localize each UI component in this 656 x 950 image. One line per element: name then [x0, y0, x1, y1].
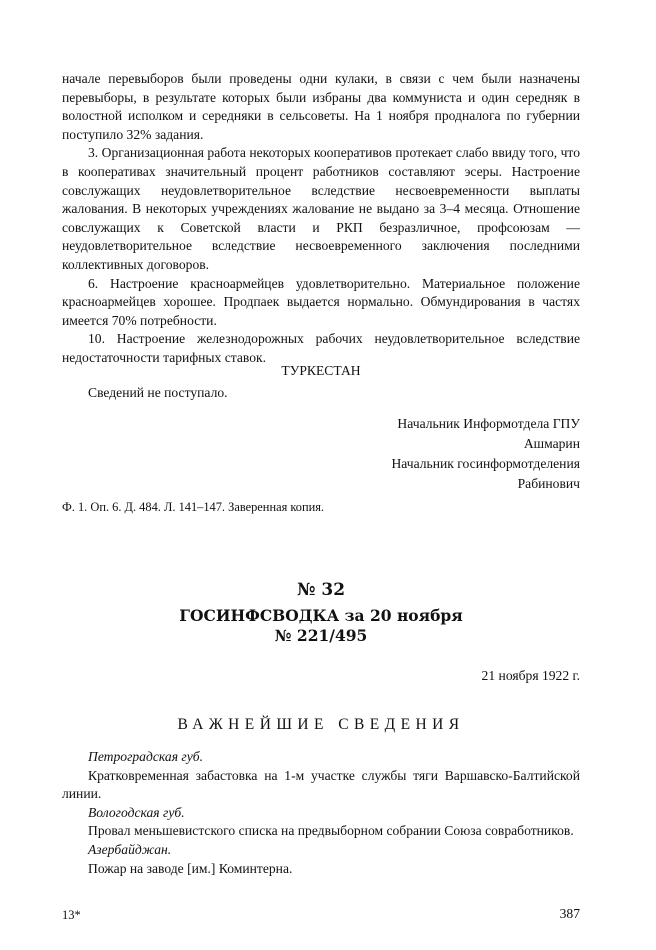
signature-title-1: Начальник Информотдела ГПУ — [397, 416, 580, 431]
document-subnumber: № 221/495 — [274, 626, 368, 645]
paragraph-6: 6. Настроение красноармейцев удовлетворительно. Материальное положение красноармейцев хорошее. Продпаек выдается нормально. Обмундирования в частях имеется 70% потребности. — [62, 275, 580, 328]
signature-mark: 13* — [62, 908, 81, 922]
entry-text: Пожар на заводе [им.] Коминтерна. — [88, 860, 293, 876]
paragraph-continuation: начале перевыборов были проведены одни кулаки, в связи с чем были назначены перевыборы, в результате которых были избраны два коммуниста и один середняк в волостной исполком и середняки в сельсоветы. На 1 ноября продналога по губернии поступило 32% задания. — [62, 71, 580, 142]
document-number — [62, 581, 580, 601]
entry-region: Вологодская губ. — [88, 804, 185, 820]
entry-text: Провал меньшевистского списка на предвыборном собрании Союза совработников. — [88, 823, 574, 839]
entries-list — [62, 748, 580, 878]
region-text: Сведений не поступало. — [88, 385, 228, 400]
region-heading-turkestan: ТУРКЕСТАН — [281, 363, 361, 378]
document-date: 21 ноября 1922 г. — [481, 668, 580, 683]
signature-name-2: Рабинович — [517, 476, 580, 491]
entry-region: Петроградская губ. — [88, 749, 203, 764]
document-number-text: № 32 — [296, 580, 346, 600]
signature-name-1: Ашмарин — [523, 436, 580, 451]
document-title-block — [62, 606, 580, 646]
section-title-wrap — [62, 716, 580, 735]
page-number: 387 — [559, 906, 580, 921]
document-title: ГОСИНФСВОДКА за 20 ноября — [179, 606, 463, 625]
signature-block — [62, 414, 580, 494]
entry-region: Азербайджан. — [88, 841, 172, 857]
archive-reference: Ф. 1. Оп. 6. Д. 484. Л. 141–147. Заверенная копия. — [62, 500, 325, 514]
section-title: ВАЖНЕЙШИЕ СВЕДЕНИЯ — [177, 716, 465, 733]
body-text-top — [62, 70, 580, 368]
paragraph-3: 3. Организационная работа некоторых кооперативов протекает слабо ввиду того, что в кооперативах значительный процент работников составляют эсеры. Настроение совслужащих неудовлетворительное вследствие несвоевременности выплаты жалования. В некоторых учреждениях жалование не выдано за 3–4 месяца. Отношение совслужащих к Советской власти и РКП безразличное, профсоюзам — неудовлетворительное вследствие несвоевременного заключения последними коллективных договоров. — [62, 145, 580, 272]
paragraph-10: 10. Настроение железнодорожных рабочих неудовлетворительное вследствие недостаточности тарифных ставок. — [62, 331, 580, 365]
entry-text: Кратковременная забастовка на 1-м участке службы тяги Варшавско-Балтийской линии. — [62, 767, 580, 802]
signature-title-2: Начальник госинформотделения — [391, 456, 580, 471]
